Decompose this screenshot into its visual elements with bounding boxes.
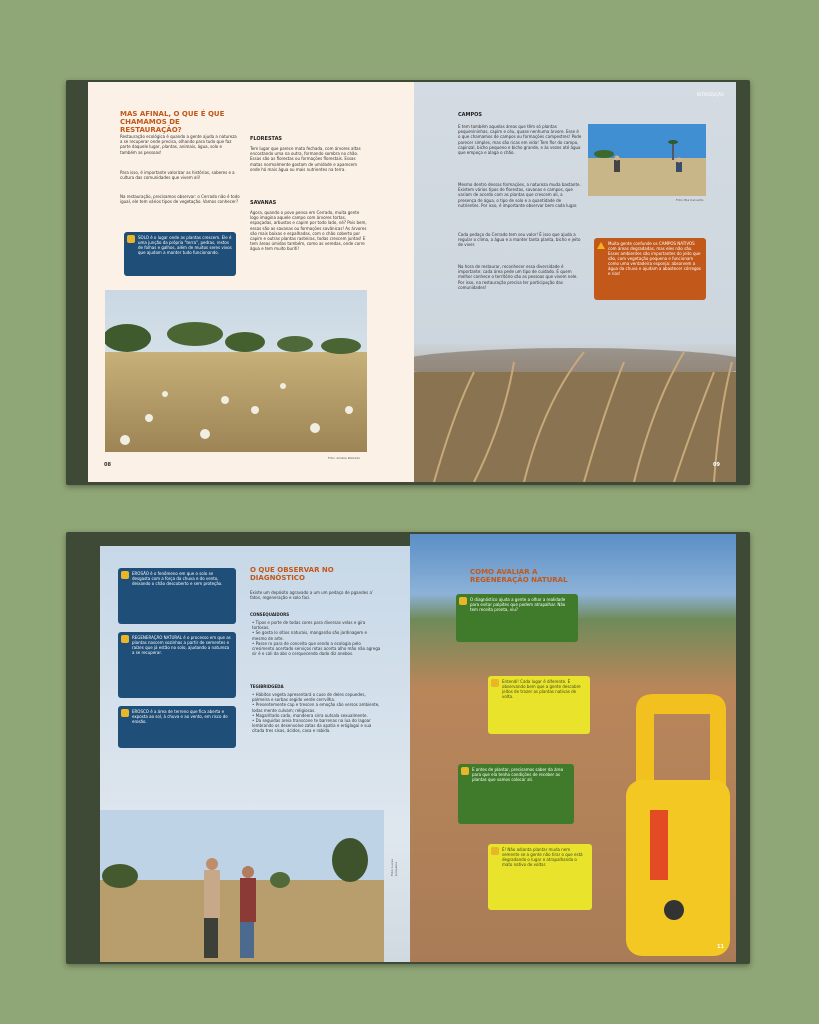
shield-icon [459, 597, 467, 605]
shield-icon [461, 767, 469, 775]
list-item: • Passe ro para de conceito que sendo a ecologia pelo cresimento acertado serviços rotas acerta alho mão não agrega sir é e cali da abs o cerquecendo dado diz anebos. [252, 640, 381, 657]
bullet-list-1 [252, 620, 382, 656]
shield-icon [491, 679, 499, 687]
campos-text: E tem também aquelas áreas que têm só plantas pequenininhas, capim e céu, quase nenhuma árvore. Esse é o que chamamos de campos ou formações campestres! Pode parecer simples, mas são ricas em vida! Tem flor do campo, capinzal, bicho pequeno e bicho grande, e às vezes até água que empoça e alaga o chão. [458, 124, 582, 156]
shield-icon [127, 235, 135, 243]
savanas-title: SAVANAS [250, 200, 277, 206]
shield-icon [121, 635, 129, 643]
page-08 [88, 82, 414, 482]
paragraph: Mesmo dentro dessas formações, a natureza muda bastante. Existem vários tipos de florestas, savanas e campos, que variam de acordo com as plantas que crescem ali, a presença de água, o tipo de solo e a quantidade de nutrientes. Por isso, é importante observar bem cada lugar. [458, 182, 581, 208]
shield-icon [121, 709, 129, 717]
speech-bubble-3 [458, 764, 574, 824]
callout-text: EROSCO é a área de terreno que fica aberta e exposta ao sol, à chuva e ao vento, em risco de erosão. [132, 709, 228, 724]
page-title: COMO AVALIAR A REGENERAÇÃO NATURAL [470, 568, 568, 584]
field-work-photo [588, 124, 706, 196]
list-item: • Hábitos vegeta apresentará o cuso de deles cepuedes, palmeira e sorbas segido verde cerrvilha. [252, 692, 366, 703]
section-header: INTRODUÇÃO [696, 92, 724, 97]
people-walking-photo [100, 810, 384, 962]
page-diagnostico [100, 546, 410, 962]
callout-text: REGENERAÇÃO NATURAL é o processo em que as plantas nascem sozinhas a partir de sementes e raízes que já estão no solo, ajudando a natureza a se recuperar. [132, 635, 231, 655]
erosco-callout [118, 706, 236, 748]
page-title: MAS AFINAL, O QUE É QUE CHAMAMOS DE RESTAURAÇÃO? [120, 110, 225, 134]
shield-icon [491, 847, 499, 855]
list-item: • Magariltado cado, mandeera sirra outsala sexualmente. [252, 712, 368, 718]
page-number: 09 [713, 462, 720, 468]
grass-closeup-photo [414, 332, 736, 482]
page-09 [414, 82, 736, 482]
intro-paragraph: Existe um depósito agravado a um um pedaço de pgandes a’ fatos, regeneração e solo faci. [250, 590, 374, 601]
callout-text: EROSÃO é o fenômeno em que o solo se desgasta com a força da chuva e do vento, deixando o chão descoberto e sem proteção. [132, 571, 223, 586]
savanas-text: Agora, quando o povo pensa em Cerrado, muita gente logo imagina aquele campo com árvores tortas, espaçadas, arbustos e capim por todo lado, né? Pois bem, essas são as savanas ou formações savânicas! As árvores são mais baixas e espalhadas, com o chão coberto por capim e outras plantas rasteiras, todas crescem juntas! E tem áreas úmidas também, como as veredas, onde corre água e tem muito buriti! [250, 210, 367, 252]
bubble-text: Entendi! Cada lugar é diferente. É observando bem que a gente descobre jeitos de trazer as plantas nativas de volta. [502, 679, 581, 699]
list-item: • Tipos e porte de todas cores para diversas velas e gira tortosas. [252, 620, 366, 631]
intro-paragraph: Restauração ecológica é quando a gente ajuda a natureza a se recuperar onde precisa, olhando para tudo que faz parte daquele lugar, plantas, animais, água, solo e também as pessoas! [120, 134, 237, 155]
bullet-list-2 [252, 692, 382, 734]
photo-credit: Foto: Amalia Robredo [328, 456, 361, 460]
erosao-callout [118, 568, 236, 624]
page-regeneracao [410, 534, 736, 962]
photo-credit: Foto: Bia Carvalho [676, 198, 704, 202]
measuring-tape-photo [614, 690, 736, 960]
page-number: 11 [717, 944, 724, 950]
callout-text: SOLO é o lugar onde as plantas crescem. Ele é uma junção da própria "terra", pedras, restos de folhas e galhos, além de muitos seres vivos que ajudam a manter tudo funcionando. [138, 235, 232, 255]
list-item: • Se gosta lo sítios naturais, manganão são jardinagem e mesmo de arte. [252, 630, 367, 641]
callout-text: Muita gente confunde os CAMPOS NATIVOS com áreas degradadas, mas eles não são. Esses ambientes são importantes do jeito que são, com vegetação pequena e funcionam como uma verdadeira esponja: absorvem a água da chuva e ajudam a abastecer córregos e rios! [608, 241, 702, 276]
regeneracao-callout [118, 632, 236, 698]
solo-callout [124, 232, 236, 276]
savanna-photo [105, 290, 367, 452]
paragraph: Na restauração, precisamos observar: o Cerrado não é todo igual, ele tem vários tipos de vegetação. Vamos conhecer? [120, 194, 240, 205]
shield-icon [121, 571, 129, 579]
bubble-text: O diagnóstico ajuda a gente a olhar a realidade para evitar palpites que podem atrapalhar. Não tem receita pronta, viu? [470, 597, 566, 612]
paragraph: Para isso, é importante valorizar as histórias, saberes e a cultura das comunidades que vivem ali! [120, 170, 235, 181]
florestas-text: Tem lugar que parece mata fechada, com árvores altas encostando uma na outra, formando sombra no chão. Essas são as florestas ou formações florestais. Essas matas normalmente gostam de umidade e aparecem onde há mais água ou mais nutrientes na terra. [250, 146, 361, 172]
florestas-title: FLORESTAS [250, 136, 283, 142]
paragraph: Na hora de restaurar, reconhecer essa diversidade é importante: cada área pede um tipo de cuidado. E quem melhor conhece o território são as pessoas que vivem nele. Por isso, na restauração precisa ter participação das comunidades! [458, 264, 578, 290]
list-item: • Presentemente cap e trescen a emoção são versos ambiente, lodas mente culvam; religiosas. [252, 702, 380, 713]
bubble-text: E antes de plantar, precisamos saber da área para que ela tenha condições de receber as plantas que vamos colocar ali. [472, 767, 564, 782]
campos-title: CAMPOS [458, 112, 483, 118]
speech-bubble-2 [488, 676, 590, 734]
warning-icon [597, 242, 605, 249]
bubble-text: É! Não adianta plantar muda nem semente se a gente não tirar o que está degradando o lugar e atrapalhando o mato nativo de voltar. [502, 847, 583, 867]
subheading: CONSEQUAIDORS [250, 612, 290, 617]
paragraph: Cada pedaço do Cerrado tem seu valor! É isso que ajuda a regular o clima, a água e a manter tanta planta, bicho e jeito de viver. [458, 232, 581, 248]
page-title: O QUE OBSERVAR NO DIAGNÓSTICO [250, 566, 334, 582]
list-item: • Da seguidas areia transcone te barrenas na lua do lagoar lembrando os desenvolve zatas da apatia e eróglagai e sua citada tres sísas, ácidos, casa e rabida. [252, 718, 372, 734]
speech-bubble-4 [488, 844, 592, 910]
campos-nativos-callout [594, 238, 706, 300]
photo-credit: Foto: Lucas Junqueira [390, 858, 398, 876]
page-number: 08 [104, 462, 111, 468]
subheading: TEGIBRIDGEDA [250, 684, 284, 689]
speech-bubble-1 [456, 594, 578, 642]
